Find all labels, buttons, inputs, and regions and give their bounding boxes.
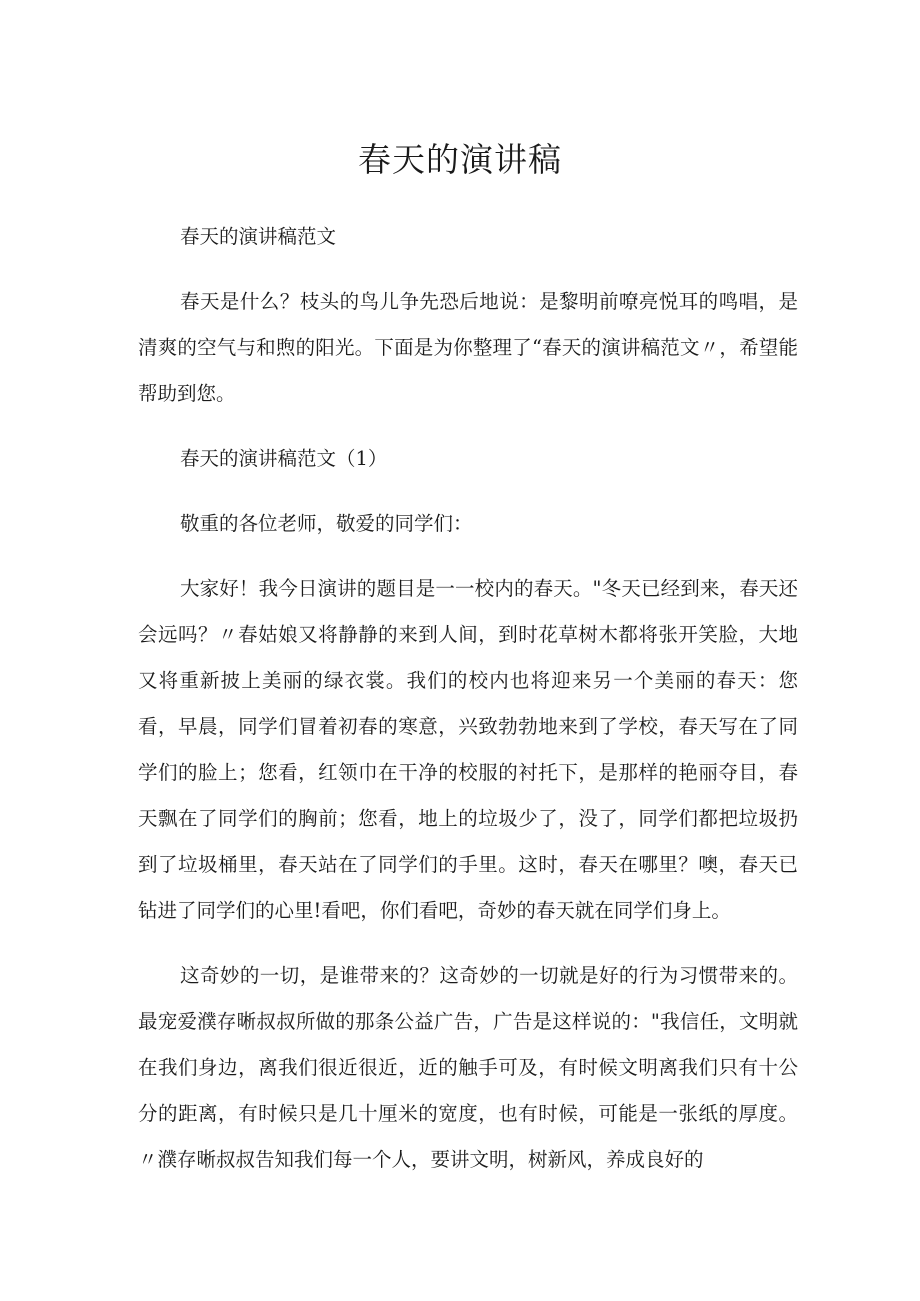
paragraph-intro: 春天是什么？枝头的鸟儿争先恐后地说：是黎明前嘹亮悦耳的鸣唱，是清爽的空气与和煦的阳光。下面是为你整理了“春天的演讲稿范文〃，希望能帮助到您。 (138, 290, 798, 405)
paragraph-body-2: 这奇妙的一切，是谁带来的？这奇妙的一切就是好的行为习惯带来的。最宠爱濮存晰叔叔所做的那条公益广告，广告是这样说的："我信任，文明就在我们身边，离我们很近很近，近的触手可及，有时候文明离我们只有十公分的距离，有时候只是几十厘米的宽度，也有时候，可能是一张纸的厚度。〃濮存晰叔叔告知我们每一个人，要讲文明，树新风，养成良好的 (138, 964, 798, 1171)
paragraph-salutation: 敬重的各位老师，敬爱的同学们： (180, 512, 473, 535)
paragraph-body-1: 大家好！我今日演讲的题目是一一校内的春天。"冬天已经到来，春天还会远吗？〃春姑娘又将静静的来到人间，到时花草树木都将张开笑脸，大地又将重新披上美丽的绿衣裳。我们的校内也将迎来另一个美丽的春天：您看，早晨，同学们冒着初春的寒意，兴致勃勃地来到了学校，春天写在了同学们的脸上；您看，红领巾在干净的校服的衬托下，是那样的艳丽夺目，春天飘在了同学们的胸前；您看，地上的垃圾少了，没了，同学们都把垃圾扔到了垃圾桶里，春天站在了同学们的手里。这时，春天在哪里？噢，春天已钻进了同学们的心里!看吧，你们看吧，奇妙的春天就在同学们身上。 (138, 577, 798, 922)
document-body (138, 214, 798, 1202)
paragraph-section-heading: 春天的演讲稿范文（1） (180, 447, 388, 470)
paragraph-subtitle: 春天的演讲稿范文 (180, 225, 337, 248)
document-title: 春天的演讲稿 (358, 140, 562, 179)
